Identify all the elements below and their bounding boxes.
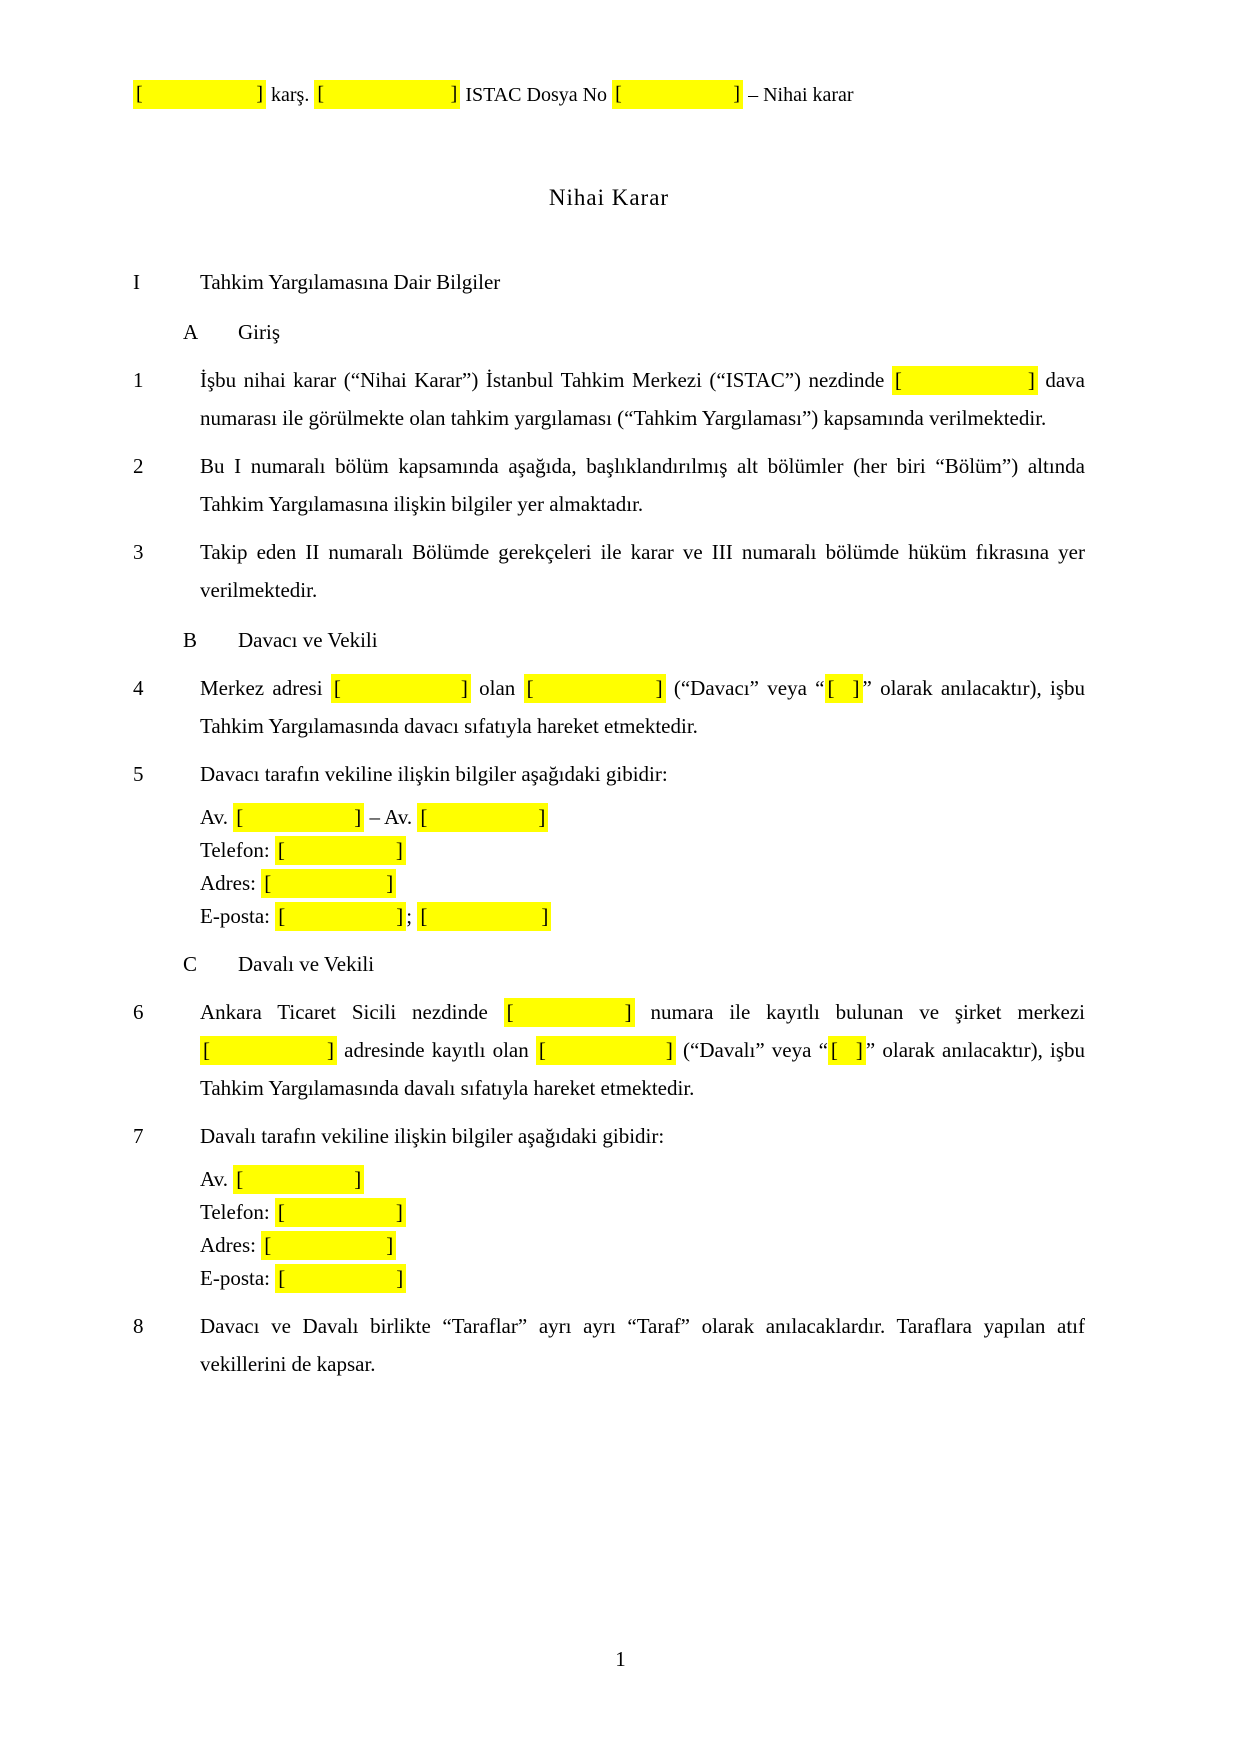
redaction-close-bracket: ]: [855, 1037, 863, 1062]
subsection-letter: B: [183, 627, 198, 652]
paragraph-text: [200, 755, 1085, 793]
contact-line: [200, 801, 1085, 834]
redaction-close-bracket: ]: [655, 675, 663, 700]
text-run: Davacı ve Davalı birlikte “Taraflar” ayrı ayrı “Taraf” olarak anılacaklardır. Taraflara yapılan atıf vekillerini de kapsar.: [200, 1313, 1085, 1376]
redaction-close-bracket: ]: [327, 1037, 334, 1062]
text-run: Davacı tarafın vekiline ilişkin bilgiler aşağıdaki gibidir:: [200, 761, 668, 786]
redaction-close-bracket: ]: [386, 870, 394, 895]
page-footer: [0, 1647, 1241, 1672]
redaction-close-bracket: ]: [852, 675, 860, 700]
text-run: İşbu nihai karar (“Nihai Karar”) İstanbul Tahkim Merkezi (“ISTAC”) nezdinde: [200, 367, 892, 392]
paragraph-text: [200, 447, 1085, 523]
redaction-open-bracket: [: [830, 1037, 838, 1062]
text-run: E-posta:: [200, 1265, 276, 1290]
redaction-highlight: [612, 80, 743, 109]
paragraph-text: [200, 361, 1085, 437]
paragraph-number: 1: [133, 367, 144, 392]
text-run: ISTAC Dosya No: [460, 84, 613, 106]
contact-lines: [200, 1163, 1085, 1295]
subsection-heading-row: [183, 313, 1085, 351]
redaction-open-bracket: [: [236, 1166, 244, 1191]
redaction-close-bracket: ]: [1027, 367, 1035, 392]
text-run: – Av.: [364, 804, 418, 829]
empty-number-gutter: [133, 1163, 200, 1295]
text-run: Merkez adresi: [200, 675, 331, 700]
redaction-open-bracket: [: [264, 870, 272, 895]
contact-info-block: [133, 801, 1085, 933]
redaction-open-bracket: [: [827, 675, 835, 700]
text-run: – Nihai karar: [743, 84, 854, 106]
text-run: Adres:: [200, 1232, 262, 1257]
text-run: E-posta:: [200, 903, 276, 928]
redaction-open-bracket: [: [278, 903, 286, 928]
subsection-heading: Giriş: [238, 319, 280, 344]
document-title: Nihai Karar: [548, 184, 670, 210]
text-run: Ankara Ticaret Sicili nezdinde: [200, 999, 504, 1024]
paragraph-text: [200, 993, 1085, 1107]
redaction-highlight: [233, 1165, 364, 1194]
paragraph-number: 6: [133, 999, 144, 1024]
contact-line: [200, 1229, 1085, 1262]
text-run: Adres:: [200, 870, 262, 895]
redaction-close-bracket: ]: [256, 82, 263, 105]
text-run: adresinde kayıtlı olan: [337, 1037, 536, 1062]
redaction-open-bracket: [: [203, 1037, 210, 1062]
empty-number-gutter: [133, 801, 200, 933]
redaction-close-bracket: ]: [354, 1166, 362, 1191]
redaction-close-bracket: ]: [396, 1265, 404, 1290]
paragraph-number: 4: [133, 675, 144, 700]
redaction-open-bracket: [: [264, 1232, 272, 1257]
redaction-highlight: [504, 998, 635, 1027]
redaction-open-bracket: [: [317, 82, 324, 105]
text-run: Davalı tarafın vekiline ilişkin bilgiler aşağıdaki gibidir:: [200, 1123, 665, 1148]
redaction-close-bracket: ]: [665, 1037, 673, 1062]
redaction-open-bracket: [: [894, 367, 902, 392]
numbered-paragraph: [133, 533, 1085, 609]
text-run: (“Davalı” veya “: [675, 1037, 828, 1062]
text-run: ” olarak anılacaktır), işbu Tahkim Yargılamasında davacı sıfatıyla hareket etmektedir.: [200, 675, 1086, 738]
redaction-open-bracket: [: [420, 903, 428, 928]
numbered-paragraph: [133, 755, 1085, 793]
text-run: Bu I numaralı bölüm kapsamında aşağıda, başlıklandırılmış alt bölümler (her biri “Bölüm”) altında Tahkim Yargılamasına ilişkin bilgiler yer almaktadır.: [200, 453, 1085, 516]
redaction-highlight: [892, 366, 1038, 395]
paragraph-text: [200, 1117, 1085, 1155]
running-header: [133, 80, 1085, 111]
redaction-close-bracket: ]: [354, 804, 362, 829]
contact-line: [200, 900, 1085, 933]
subsection-heading: Davalı ve Vekili: [238, 951, 375, 976]
redaction-highlight: [331, 674, 471, 703]
text-run: ;: [406, 903, 418, 928]
paragraph-number: 7: [133, 1123, 144, 1148]
redaction-close-bracket: ]: [538, 804, 546, 829]
redaction-open-bracket: [: [615, 82, 622, 105]
redaction-highlight: [200, 1036, 337, 1065]
text-run: ” olarak anılacaktır), işbu Tahkim Yargılamasında davalı sıfatıyla hareket etmektedir.: [200, 1037, 1086, 1100]
redaction-open-bracket: [: [278, 1265, 286, 1290]
redaction-open-bracket: [: [420, 804, 428, 829]
redaction-highlight: [275, 1198, 406, 1227]
redaction-open-bracket: [: [136, 82, 143, 105]
contact-info-block: [133, 1163, 1085, 1295]
subsection-heading: Davacı ve Vekili: [238, 627, 378, 652]
redaction-close-bracket: ]: [395, 1199, 403, 1224]
numbered-paragraph: [133, 361, 1085, 437]
numbered-paragraph: [133, 669, 1085, 745]
redaction-highlight: [828, 1036, 866, 1065]
paragraph-number: 8: [133, 1313, 144, 1338]
paragraph-text: [200, 669, 1085, 745]
text-run: dava numarası ile görülmekte olan tahkim yargılaması (“Tahkim Yargılaması”) kapsamında verilmektedir.: [200, 367, 1085, 430]
text-run: numara ile kayıtlı bulunan ve şirket merkezi: [634, 999, 1085, 1024]
text-run: olan: [470, 675, 524, 700]
text-run: Av.: [200, 1166, 234, 1191]
redaction-open-bracket: [: [526, 675, 534, 700]
numbered-paragraph: [133, 447, 1085, 523]
section-number: I: [133, 269, 140, 294]
paragraph-text: [200, 1307, 1085, 1383]
text-run: karş.: [266, 84, 315, 106]
page-number: 1: [615, 1647, 626, 1671]
subsection-heading-row: [183, 621, 1085, 659]
text-run: Av.: [200, 804, 234, 829]
redaction-highlight: [524, 674, 666, 703]
redaction-close-bracket: ]: [541, 903, 549, 928]
paragraph-text: [200, 533, 1085, 609]
redaction-highlight: [417, 803, 548, 832]
redaction-open-bracket: [: [506, 999, 514, 1024]
text-run: (“Davacı” veya “: [665, 675, 825, 700]
text-run: Telefon:: [200, 837, 275, 862]
redaction-open-bracket: [: [333, 675, 341, 700]
redaction-close-bracket: ]: [450, 82, 458, 105]
contact-line: [200, 1163, 1085, 1196]
redaction-close-bracket: ]: [395, 837, 403, 862]
numbered-paragraph: [133, 993, 1085, 1107]
redaction-close-bracket: ]: [624, 999, 632, 1024]
paragraph-number: 5: [133, 761, 144, 786]
numbered-paragraph: [133, 1117, 1085, 1155]
subsection-heading-row: [183, 945, 1085, 983]
redaction-close-bracket: ]: [386, 1232, 394, 1257]
redaction-open-bracket: [: [236, 804, 244, 829]
redaction-highlight: [417, 902, 551, 931]
contact-line: [200, 867, 1085, 900]
redaction-highlight: [314, 80, 460, 109]
paragraph-number: 3: [133, 539, 144, 564]
redaction-highlight: [275, 836, 406, 865]
redaction-open-bracket: [: [277, 1199, 285, 1224]
redaction-highlight: [261, 869, 396, 898]
redaction-open-bracket: [: [277, 837, 285, 862]
redaction-highlight: [233, 803, 364, 832]
subsection-letter: C: [183, 951, 198, 976]
subsection-letter: A: [183, 319, 199, 344]
numbered-paragraph: [133, 1307, 1085, 1383]
text-run: Telefon:: [200, 1199, 275, 1224]
redaction-close-bracket: ]: [733, 82, 741, 105]
redaction-highlight: [275, 902, 406, 931]
document-body: [133, 263, 1085, 1383]
section-heading-row: [133, 263, 1085, 301]
contact-lines: [200, 801, 1085, 933]
text-run: Takip eden II numaralı Bölümde gerekçeleri ile karar ve III numaralı bölümde hüküm fıkrasına yer verilmektedir.: [200, 539, 1085, 602]
redaction-highlight: [133, 80, 266, 109]
redaction-open-bracket: [: [538, 1037, 546, 1062]
redaction-close-bracket: ]: [460, 675, 468, 700]
paragraph-number: 2: [133, 453, 144, 478]
contact-line: [200, 1196, 1085, 1229]
redaction-highlight: [536, 1036, 676, 1065]
redaction-close-bracket: ]: [396, 903, 404, 928]
contact-line: [200, 834, 1085, 867]
redaction-highlight: [261, 1231, 396, 1260]
redaction-highlight: [825, 674, 863, 703]
section-heading: Tahkim Yargılamasına Dair Bilgiler: [200, 269, 501, 294]
contact-line: [200, 1262, 1085, 1295]
redaction-highlight: [275, 1264, 406, 1293]
